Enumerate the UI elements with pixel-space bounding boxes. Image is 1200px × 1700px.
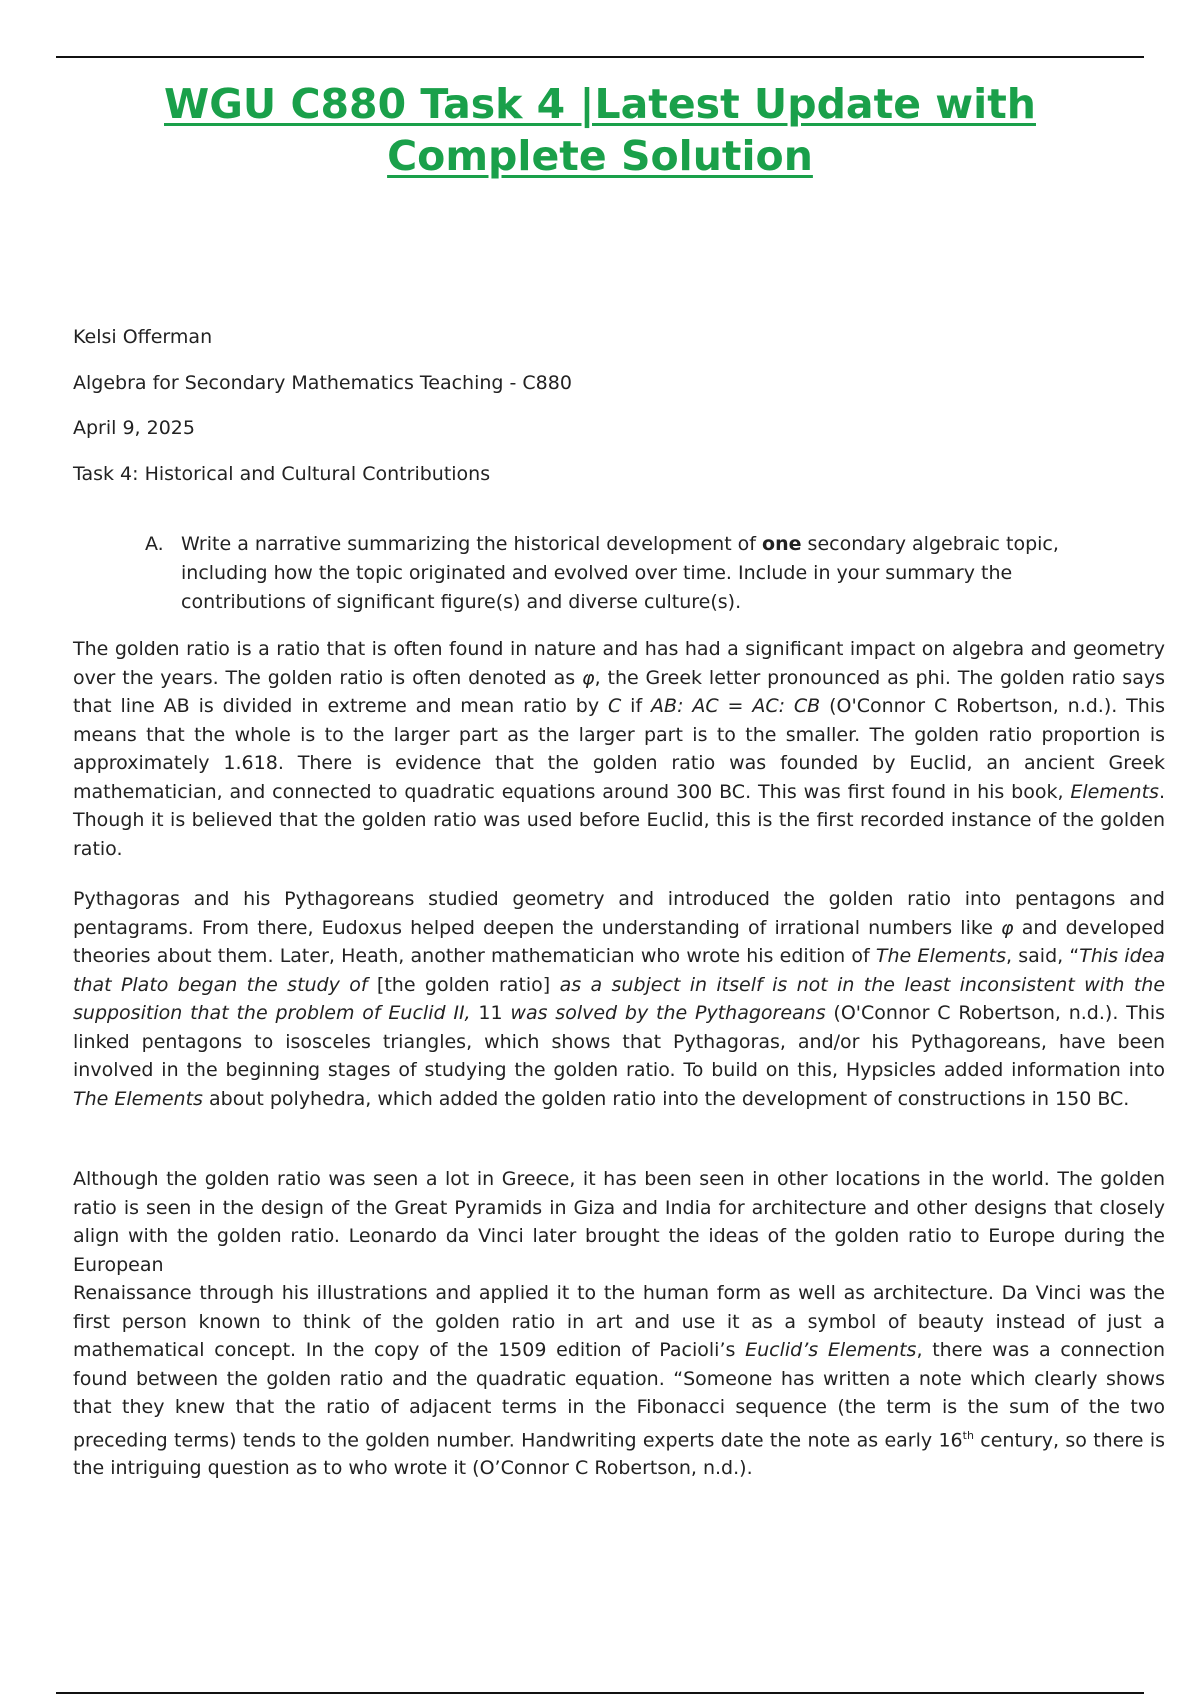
document-title: WGU C880 Task 4 |Latest Update with Complete Solution xyxy=(164,80,1036,180)
top-rule xyxy=(56,56,1144,58)
question-prompt xyxy=(145,530,1135,617)
task-title: Task 4: Historical and Cultural Contributions xyxy=(73,463,491,485)
paragraph-3: Although the golden ratio was seen a lot in Greece, it has been seen in other locations in the world. The golden ratio is seen in the design of the Great Pyramids in Giza and India for architecture and other designs that closely align with the golden ratio. Leonardo da Vinci later brought the ideas of the golden ratio to Europe during the European Renaissance through his illustrations and applied it to the human form as well as architecture. Da Vinci was the first person known to think of the golden ratio in art and use it as a symbol of beauty instead of just a mathematical concept. In the copy of the 1509 edition of Pacioli’s Euclid’s Elements, there was a connection found between the golden ratio and the quadratic equation. “Someone has written a note which clearly shows that they knew that the ratio of adjacent terms in the Fibonacci sequence (the term is the sum of the two preceding terms) tends to the golden number. Handwriting experts date the note as early 16th century, so there is the intriguing question as to who wrote it (O’Connor C Robertson, n.d.). xyxy=(73,1168,1166,1480)
paragraph-2: Pythagoras and his Pythagoreans studied geometry and introduced the golden ratio into pentagons and pentagrams. From there, Eudoxus helped deepen the understanding of irrational numbers like φ and developed theories about them. Later, Heath, another mathematician who wrote his edition of The Elements, said, “This idea that Plato began the study of [the golden ratio] as a subject in itself is not in the least inconsistent with the supposition that the problem of Euclid II, 11 was solved by the Pythagoreans (O'Connor C Robertson, n.d.). This linked pentagons to isosceles triangles, which shows that Pythagoras, and/or his Pythagoreans, have been involved in the beginning stages of studying the golden ratio. To build on this, Hypsicles added information into The Elements about polyhedra, which added the golden ratio into the development of constructions in 150 BC. xyxy=(73,888,1166,1110)
document-date: April 9, 2025 xyxy=(73,417,195,439)
phi-symbol: φ xyxy=(1001,916,1014,939)
bottom-rule xyxy=(56,1692,1144,1694)
heath-quote: This idea that Plato began the study of xyxy=(73,945,1165,996)
paragraph-1: The golden ratio is a ratio that is often found in nature and has had a significant impact on algebra and geometry over the years. The golden ratio is often denoted as φ, the Greek letter pronounced as phi. The golden ratio says that line AB is divided in extreme and mean ratio by C if AB: AC = AC: CB (O'Connor C Robertson, n.d.). This means that the whole is to the larger part as the larger part is to the smaller. The golden ratio proportion is approximately 1.618. There is evidence that the golden ratio was founded by Euclid, an ancient Greek mathematician, and connected to quadratic equations around 300 BC. This was first found in his book, Elements. Though it is believed that the golden ratio was used before Euclid, this is the first recorded instance of the golden ratio. xyxy=(73,638,1166,860)
course-name: Algebra for Secondary Mathematics Teaching - C880 xyxy=(73,372,572,394)
author-name: Kelsi Offerman xyxy=(73,326,213,348)
phi-symbol: φ xyxy=(582,666,595,689)
question-marker: A. xyxy=(145,533,164,555)
ratio-equation: AB: AC = AC: CB xyxy=(651,695,821,717)
question-text: Write a narrative summarizing the historical development of one secondary algebraic topic, including how the topic originated and evolved over time. Include in your summary the contributions of significant figure(s) and diverse culture(s). xyxy=(181,533,1059,613)
